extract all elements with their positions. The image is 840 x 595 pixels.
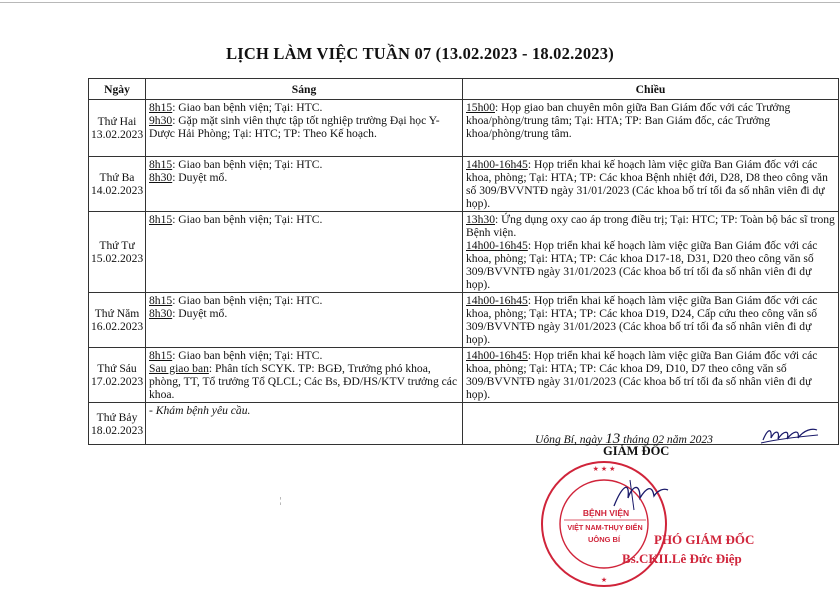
day-name: Thứ Năm bbox=[94, 307, 140, 320]
signer-name: Bs.CKII.Lê Đức Điệp bbox=[622, 551, 742, 566]
table-row bbox=[89, 348, 839, 403]
day-name: Thứ Bảy bbox=[96, 410, 138, 424]
entry-text: : Họp triển khai kế hoạch làm việc giữa Ban Giám đốc với các khoa, phòng; Tại: HTA; TP: Các khoa Bệnh nhiệt đới, D28, D8 theo công văn số 309/BVVNTĐ ngày 31/01/2023 (Các khoa bố trí tối đa số nhân viên đi dự họp). bbox=[466, 158, 828, 210]
entry-time: 8h15 bbox=[149, 101, 173, 114]
morning-cell bbox=[146, 157, 463, 212]
stamp-top-text: BỆNH VIỆN bbox=[582, 508, 630, 518]
entry-time: 8h15 bbox=[149, 294, 173, 307]
entry-text: : Họp triển khai kế hoạch làm việc giữa Ban Giám đốc với các khoa, phòng; Tại: HTA; TP: Các khoa D19, D24, Cấp cứu theo công văn số 309/BVVNTĐ ngày 31/01/2023 (Các khoa bố trí tối đa số nhân viên đi dự họp). bbox=[466, 294, 818, 346]
afternoon-cell bbox=[463, 212, 839, 293]
header-day: Ngày bbox=[89, 79, 146, 100]
stamp-bottom-text: UÔNG BÍ bbox=[587, 535, 621, 544]
entry-text: : Giao ban bệnh viện; Tại: HTC. bbox=[172, 294, 323, 307]
schedule-entry bbox=[149, 349, 459, 362]
header-afternoon: Chiều bbox=[463, 79, 839, 100]
afternoon-cell bbox=[463, 157, 839, 212]
schedule-entry bbox=[149, 213, 459, 226]
table-row bbox=[89, 157, 839, 212]
entry-text: : Giao ban bệnh viện; Tại: HTC. bbox=[172, 349, 323, 362]
day-name: Thứ Hai bbox=[97, 115, 137, 128]
schedule-entry bbox=[149, 158, 459, 171]
day-date: 18.02.2023 bbox=[91, 423, 144, 437]
morning-cell bbox=[146, 212, 463, 293]
entry-text: : Ứng dụng oxy cao áp trong điều trị; Tại: HTC; TP: Toàn bộ bác sĩ trong Bệnh viện. bbox=[466, 213, 835, 239]
day-date: 14.02.2023 bbox=[91, 184, 144, 197]
entry-time: 8h30 bbox=[149, 171, 173, 184]
svg-text:★ ★ ★: ★ ★ ★ bbox=[592, 466, 616, 473]
entry-text: : Giao ban bệnh viện; Tại: HTC. bbox=[172, 158, 323, 171]
entry-text: : Gặp mặt sinh viên thực tập tốt nghiệp trường Đại học Y-Dược Hải Phòng; Tại: HTC; TP: Theo Kế hoạch. bbox=[149, 114, 440, 140]
day-cell bbox=[89, 403, 146, 445]
day-date: 15.02.2023 bbox=[91, 252, 144, 265]
morning-cell bbox=[146, 403, 463, 445]
afternoon-cell bbox=[463, 100, 839, 157]
stamp-mid-text: VIỆT NAM-THỤY ĐIỂN bbox=[567, 523, 643, 532]
table-row bbox=[89, 100, 839, 157]
svg-text:★: ★ bbox=[600, 577, 608, 584]
day-cell bbox=[89, 293, 146, 348]
morning-cell bbox=[146, 100, 463, 157]
director-title: GIÁM ĐỐC bbox=[603, 444, 670, 458]
sign-day: 13 bbox=[605, 431, 621, 447]
day-date: 17.02.2023 bbox=[91, 375, 144, 388]
table-header-row bbox=[89, 79, 839, 100]
schedule-entry bbox=[466, 101, 835, 140]
entry-text: : Duyệt mổ. bbox=[172, 171, 228, 184]
table-row bbox=[89, 212, 839, 293]
signature-scribble bbox=[610, 476, 670, 516]
entry-time: 8h15 bbox=[149, 349, 173, 362]
entry-text: : Họp triển khai kế hoạch làm việc giữa Ban Giám đốc với các khoa, phòng; Tại: HTA; TP: Các khoa D17-18, D31, D20 theo công văn số 309/BVVNTĐ ngày 31/01/2023 (Các khoa bố trí tối đa số nhân viên đi dự họp). bbox=[466, 239, 818, 291]
schedule-entry bbox=[466, 213, 835, 239]
entry-text: : Giao ban bệnh viện; Tại: HTC. bbox=[172, 101, 323, 114]
entry-time: 14h00-16h45 bbox=[466, 294, 528, 307]
entry-text: : Họp triển khai kế hoạch làm việc giữa Ban Giám đốc với các khoa, phòng; Tại: HTA; TP: Các khoa D9, D10, D7 theo công văn số 309/BVVNTĐ ngày 31/01/2023 (Các khoa bố trí tối đa số nhân viên đi dự họp). bbox=[466, 349, 818, 401]
entry-time: 14h00-16h45 bbox=[466, 158, 528, 171]
day-name: Thứ Tư bbox=[99, 239, 135, 252]
day-cell bbox=[89, 348, 146, 403]
entry-time: 14h00-16h45 bbox=[466, 239, 528, 252]
day-name: Thứ Ba bbox=[99, 171, 135, 184]
entry-text: : Giao ban bệnh viện; Tại: HTC. bbox=[172, 213, 323, 226]
schedule-entry bbox=[149, 114, 459, 140]
morning-cell bbox=[146, 293, 463, 348]
entry-time: 15h00 bbox=[466, 101, 495, 114]
schedule-entry bbox=[466, 239, 835, 291]
page-title: LỊCH LÀM VIỆC TUẦN 07 (13.02.2023 - 18.02.2023) bbox=[226, 44, 614, 63]
schedule-table bbox=[88, 78, 839, 445]
header-morning: Sáng bbox=[146, 79, 463, 100]
schedule-entry bbox=[466, 158, 835, 210]
schedule-entry bbox=[466, 294, 835, 346]
schedule-entry bbox=[149, 101, 459, 114]
day-date: 16.02.2023 bbox=[91, 320, 144, 333]
deputy-title: PHÓ GIÁM ĐỐC bbox=[654, 532, 755, 547]
schedule-entry bbox=[149, 294, 459, 307]
afternoon-cell bbox=[463, 293, 839, 348]
day-cell bbox=[89, 157, 146, 212]
schedule-entry bbox=[149, 362, 459, 401]
entry-text: : Họp giao ban chuyên môn giữa Ban Giám đốc với các Trưởng khoa/phòng/trung tâm; Tại: HTA; TP: Ban Giám đốc, các Trưởng khoa/phòng/trung tâm. bbox=[466, 101, 791, 140]
entry-text: : Duyệt mổ. bbox=[172, 307, 228, 320]
day-cell bbox=[89, 212, 146, 293]
table-row bbox=[89, 293, 839, 348]
place-prefix: Uông Bí, ngày bbox=[535, 433, 603, 446]
schedule-entry bbox=[466, 349, 835, 401]
entry-time: 13h30 bbox=[466, 213, 495, 226]
table-row bbox=[89, 403, 839, 445]
place-suffix: tháng 02 năm 2023 bbox=[623, 433, 713, 446]
entry-time: Sau giao ban bbox=[149, 362, 209, 375]
entry-time: 8h15 bbox=[149, 213, 173, 226]
initials-scribble bbox=[760, 424, 820, 446]
entry-time: 9h30 bbox=[149, 114, 173, 127]
top-rule bbox=[0, 2, 840, 3]
entry-time: 8h15 bbox=[149, 158, 173, 171]
stray-mark: ¦ bbox=[280, 496, 282, 505]
schedule-entry bbox=[149, 307, 459, 320]
morning-cell bbox=[146, 348, 463, 403]
afternoon-cell bbox=[463, 348, 839, 403]
day-date: 13.02.2023 bbox=[91, 128, 144, 141]
day-cell bbox=[89, 100, 146, 157]
schedule-entry bbox=[149, 171, 459, 184]
entry-time: 14h00-16h45 bbox=[466, 349, 528, 362]
day-name: Thứ Sáu bbox=[97, 362, 137, 375]
entry-text: : Phân tích SCYK. TP: BGĐ, Trưởng phó khoa, phòng, TT, Tổ trưởng Tổ QLCL; Các Bs, ĐD/HS/KTV trưởng các khoa. bbox=[149, 362, 458, 401]
morning-note: - Khám bệnh yêu cầu. bbox=[149, 404, 251, 417]
entry-time: 8h30 bbox=[149, 307, 173, 320]
